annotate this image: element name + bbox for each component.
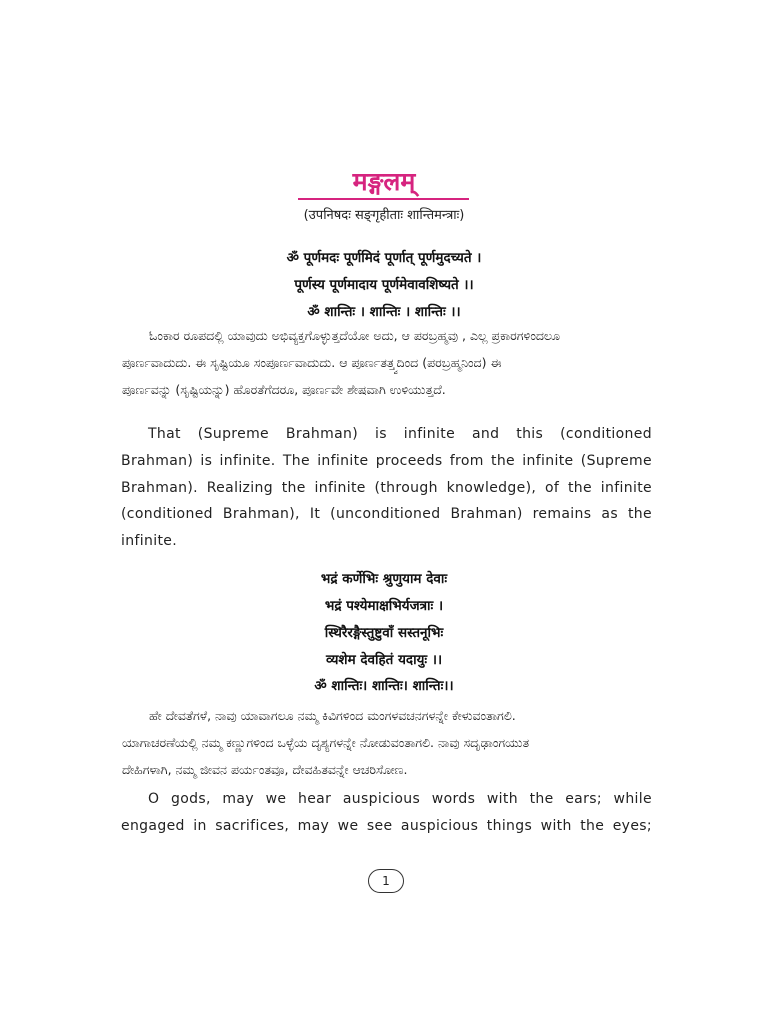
english-line: engaged in sacrifices, may we see auspicious things with the eyes; bbox=[121, 817, 652, 834]
verse2-line: स्थिरैरङ्गैस्तुष्टुवाँ सस्तनूभिः bbox=[324, 625, 444, 641]
kannada-line: ಪೂರ್ಣವಾದುದು. ಈ ಸೃಷ್ಟಿಯೂ ಸಂಪೂರ್ಣವಾದುದು. ಆ ಪೂರ್ಣತತ್ತ್ವದಿಂದ (ಪರಬ್ರಹ್ಮನಿಂದ) ಈ bbox=[122, 355, 502, 370]
kannada-line: ದೇಹಿಗಳಾಗಿ, ನಮ್ಮ ಜೀವನ ಪರ್ಯಂತವೂ, ದೇವಹಿತವನ್ನೇ ಆಚರಿಸೋಣ. bbox=[122, 762, 408, 777]
page-title: मङ्गलम् bbox=[352, 167, 416, 196]
english-line: That (Supreme Brahman) is infinite and this (conditioned bbox=[148, 426, 652, 442]
english-line: Brahman) is infinite. The infinite proceeds from the infinite (Supreme bbox=[121, 452, 652, 469]
verse2-line: ॐ शान्तिः। शान्तिः। शान्तिः।। bbox=[314, 678, 454, 694]
english-translation-2 bbox=[121, 786, 652, 840]
verse1-line: ॐ शान्तिः । शान्तिः । शान्तिः ।। bbox=[307, 304, 461, 320]
page-subtitle: (उपनिषदः सङ्गृहीताः शान्तिमन्त्राः) bbox=[303, 208, 465, 223]
verse2-line: व्यशेम देवहितं यदायुः ।। bbox=[325, 652, 443, 668]
kannada-line: ಹೇ ದೇವತೆಗಳೆ, ನಾವು ಯಾವಾಗಲೂ ನಮ್ಮ ಕಿವಿಗಳಿಂದ ಮಂಗಳವಚನಗಳನ್ನೇ ಕೇಳುವಂತಾಗಲಿ. bbox=[149, 708, 516, 723]
verse2-line: भद्रं पश्येमाक्षभिर्यजत्राः । bbox=[324, 598, 444, 614]
english-line: O gods, may we hear auspicious words with the ears; while bbox=[148, 791, 652, 807]
english-translation-1 bbox=[121, 421, 652, 555]
title-underline bbox=[298, 198, 469, 200]
english-line: infinite. bbox=[121, 533, 178, 550]
verse1-line: पूर्णस्य पूर्णमादाय पूर्णमेवावशिष्यते ।। bbox=[294, 277, 474, 293]
kannada-line: ಯಾಗಾಚರಣೆಯಲ್ಲಿ ನಮ್ಮ ಕಣ್ಣುಗಳಿಂದ ಒಳ್ಳೆಯ ದೃಶ್ಯಗಳನ್ನೇ ನೋಡುವಂತಾಗಲಿ. ನಾವು ಸದೃಢಾಂಗಯುತ bbox=[122, 735, 530, 750]
english-line: (conditioned Brahman), It (unconditioned Brahman) remains as the bbox=[121, 506, 652, 523]
english-line: Brahman). Realizing the infinite (through knowledge), of the infinite bbox=[121, 479, 652, 496]
verse2-line: भद्रं कर्णेभिः श्रुणुयाम देवाः bbox=[320, 571, 448, 587]
verse1-line: ॐ पूर्णमदः पूर्णमिदं पूर्णात् पूर्णमुदच्यते । bbox=[286, 250, 482, 266]
kannada-line: ಓಂಕಾರ ರೂಪದಲ್ಲಿ ಯಾವುದು ಅಭಿವ್ಯಕ್ತಗೊಳ್ಳುತ್ತದೆಯೋ ಅದು, ಆ ಪರಬ್ರಹ್ಮವು , ಎಲ್ಲ ಪ್ರಕಾರಗಳಿಂದಲೂ bbox=[149, 328, 561, 343]
kannada-translation-1 bbox=[122, 322, 652, 403]
kannada-translation-2 bbox=[122, 702, 652, 783]
page-number: 1 bbox=[368, 869, 404, 893]
kannada-line: ಪೂರ್ಣವನ್ನು (ಸೃಷ್ಟಿಯನ್ನು) ಹೊರತೆಗೆದರೂ, ಪೂರ್ಣವೇ ಶೇಷವಾಗಿ ಉಳಿಯುತ್ತದೆ. bbox=[122, 382, 446, 397]
